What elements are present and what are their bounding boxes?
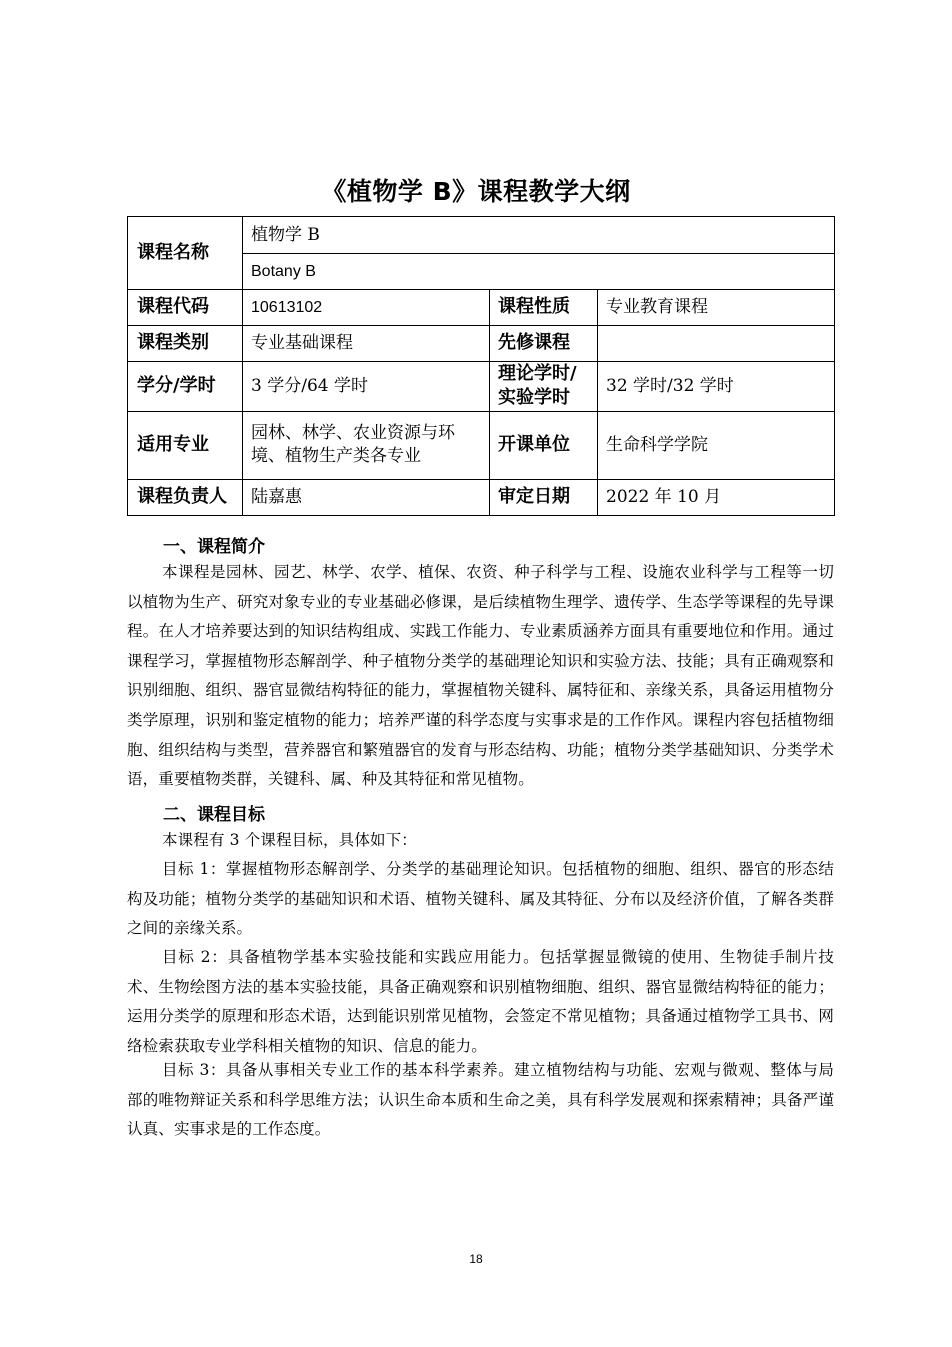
date-label: 审定日期 — [490, 479, 598, 515]
course-category: 专业基础课程 — [243, 326, 490, 362]
course-info-table — [127, 216, 835, 516]
unit: 生命科学学院 — [598, 411, 835, 479]
leader: 陆嘉惠 — [243, 479, 490, 515]
credit: 3 学分/64 学时 — [243, 362, 490, 412]
page-number: 18 — [469, 1252, 483, 1266]
course-code: 10613102 — [243, 290, 490, 326]
section-intro-heading: 一、课程简介 — [163, 537, 265, 557]
course-name-label: 课程名称 — [128, 217, 243, 290]
goal-2: 目标 2：具备植物学基本实验技能和实践应用能力。包括掌握显微镜的使用、生物徒手制片技术、生物绘图方法的基本实验技能，具备正确观察和识别植物细胞、组织、器官显微结构特征的能力；运用分类学的原理和形态术语，达到能识别常见植物，会签定不常见植物；具备通过植物学工具书、网络检索获取专业学科相关植物的知识、信息的能力。 — [127, 948, 834, 1055]
section-goals-heading: 二、课程目标 — [163, 805, 265, 825]
course-code-label: 课程代码 — [128, 290, 243, 326]
course-category-label: 课程类别 — [128, 326, 243, 362]
major-label: 适用专业 — [128, 411, 243, 479]
credit-label: 学分/学时 — [128, 362, 243, 412]
course-name-en: Botany B — [243, 254, 835, 290]
review-date: 2022 年 10 月 — [598, 479, 835, 515]
prerequisite-label: 先修课程 — [490, 326, 598, 362]
section-intro-text: 本课程是园林、园艺、林学、农学、植保、农资、种子科学与工程、设施农业科学与工程等一切以植物为生产、研究对象专业的专业基础必修课，是后续植物生理学、遗传学、生态学等课程的先导课程。在人才培养要达到的知识结构组成、实践工作能力、专业素质涵养方面具有重要地位和作用。通过课程学习，掌握植物形态解剖学、种子植物分类学的基础理论知识和实验方法、技能；具有正确观察和识别细胞、组织、器官显微结构特征的能力，掌握植物关键科、属特征和、亲缘关系，具备运用植物分类学原理，识别和鉴定植物的能力；培养严谨的科学态度与实事求是的工作作风。课程内容包括植物细胞、组织结构与类型，营养器官和繁殖器官的发育与形态结构、功能；植物分类学基础知识、分类学术语，重要植物类群，关键科、属、种及其特征和常见植物。 — [127, 563, 834, 789]
page-title: 《植物学 B》课程教学大纲 — [321, 177, 631, 206]
goals-intro: 本课程有 3 个课程目标，具体如下： — [162, 831, 417, 849]
unit-label: 开课单位 — [490, 411, 598, 479]
course-nature-label: 课程性质 — [490, 290, 598, 326]
goal-1: 目标 1：掌握植物形态解剖学、分类学的基础理论知识。包括植物的细胞、组织、器官的形态结构及功能；植物分类学的基础知识和术语、植物关键科、属及其特征、分布以及经济价值，了解各类群之间的亲缘关系。 — [127, 860, 834, 938]
major: 园林、林学、农业资源与环境、植物生产类各专业 — [243, 411, 490, 479]
prerequisite — [598, 326, 835, 362]
goal-3: 目标 3：具备从事相关专业工作的基本科学素养。建立植物结构与功能、宏观与微观、整体与局部的唯物辩证关系和科学思维方法；认识生命本质和生命之美，具有科学发展观和探索精神；具备严谨认真、实事求是的工作态度。 — [127, 1061, 834, 1139]
course-nature: 专业教育课程 — [598, 290, 835, 326]
leader-label: 课程负责人 — [128, 479, 243, 515]
course-name-cn: 植物学 B — [243, 217, 835, 254]
theory-label: 理论学时/实验学时 — [490, 362, 598, 412]
theory-hours: 32 学时/32 学时 — [598, 362, 835, 412]
